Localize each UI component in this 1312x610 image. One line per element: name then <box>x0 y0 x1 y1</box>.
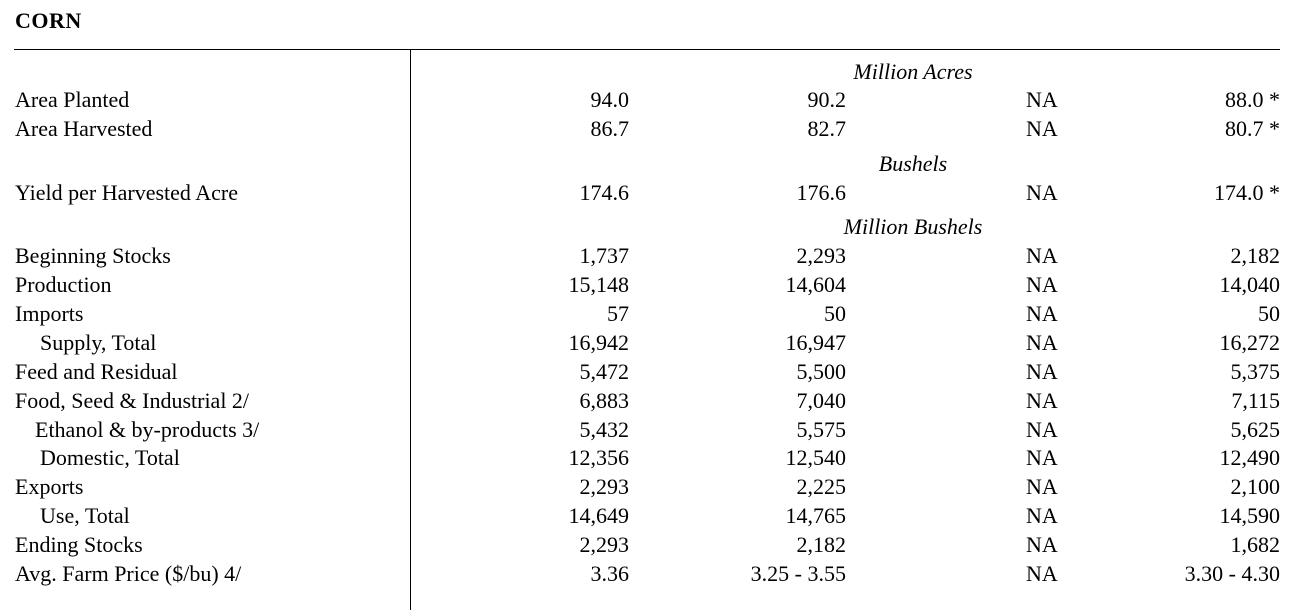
table-row <box>0 114 1312 143</box>
cell-col2: 2,182 <box>796 532 846 557</box>
cell-col3: NA <box>1026 474 1058 499</box>
table-row <box>0 472 1312 501</box>
cell-col1: 94.0 <box>590 87 629 112</box>
unit-label-acres: Million Acres <box>853 59 973 84</box>
cell-col3: NA <box>1026 301 1058 326</box>
cell-col2: 90.2 <box>807 87 846 112</box>
table-title: CORN <box>15 8 82 33</box>
cell-col4: 50 <box>1258 301 1280 326</box>
row-label: Ending Stocks <box>15 532 143 557</box>
row-label: Production <box>15 272 112 297</box>
row-label: Exports <box>15 474 84 499</box>
cell-col1: 57 <box>607 301 629 326</box>
cell-col3: NA <box>1026 272 1058 297</box>
table-row <box>0 357 1312 386</box>
cell-col2: 2,225 <box>796 474 846 499</box>
header-rule <box>14 49 1280 50</box>
table-row <box>0 85 1312 114</box>
cell-col2: 7,040 <box>796 388 846 413</box>
table-row <box>0 559 1312 588</box>
cell-col4: 2,182 <box>1230 243 1280 268</box>
row-label: Imports <box>15 301 84 326</box>
cell-col4: 2,100 <box>1230 474 1280 499</box>
cell-col3: NA <box>1026 503 1058 528</box>
cell-col1: 174.6 <box>579 180 629 205</box>
cell-col3: NA <box>1026 180 1058 205</box>
cell-col1: 2,293 <box>579 474 629 499</box>
row-label: Food, Seed & Industrial 2/ <box>15 388 250 413</box>
cell-col3: NA <box>1026 359 1058 384</box>
row-label: Ethanol & by-products 3/ <box>35 417 260 442</box>
cell-col4: 5,375 <box>1230 359 1280 384</box>
cell-col3: NA <box>1026 330 1058 355</box>
table-row <box>0 501 1312 530</box>
row-label: Use, Total <box>40 503 130 528</box>
cell-col2: 16,947 <box>785 330 846 355</box>
cell-col4: 3.30 - 4.30 <box>1184 561 1280 586</box>
row-label: Yield per Harvested Acre <box>15 180 238 205</box>
table-row <box>0 443 1312 472</box>
cell-col1: 2,293 <box>579 532 629 557</box>
table-row <box>0 386 1312 415</box>
cell-col3: NA <box>1026 116 1058 141</box>
cell-col1: 6,883 <box>579 388 629 413</box>
cell-col4: 5,625 <box>1230 417 1280 442</box>
cell-col2: 50 <box>824 301 846 326</box>
unit-label-bushels: Bushels <box>878 151 948 176</box>
cell-col2: 14,604 <box>785 272 846 297</box>
table-row <box>0 270 1312 299</box>
cell-col4: 7,115 <box>1231 388 1280 413</box>
cell-col3: NA <box>1026 388 1058 413</box>
table-row <box>0 241 1312 270</box>
cell-col4: 174.0 * <box>1214 180 1280 205</box>
cell-col1: 5,472 <box>579 359 629 384</box>
cell-col1: 1,737 <box>579 243 629 268</box>
row-label: Domestic, Total <box>40 445 180 470</box>
table-row <box>0 299 1312 328</box>
cell-col2: 176.6 <box>796 180 846 205</box>
cell-col1: 15,148 <box>568 272 629 297</box>
table-row <box>0 415 1312 444</box>
cell-col1: 14,649 <box>568 503 629 528</box>
cell-col1: 12,356 <box>568 445 629 470</box>
unit-label-million-bushels: Million Bushels <box>843 214 983 239</box>
cell-col3: NA <box>1026 561 1058 586</box>
cell-col4: 1,682 <box>1230 532 1280 557</box>
cell-col4: 16,272 <box>1219 330 1280 355</box>
cell-col2: 2,293 <box>796 243 846 268</box>
cell-col4: 12,490 <box>1219 445 1280 470</box>
cell-col4: 14,040 <box>1219 272 1280 297</box>
cell-col2: 12,540 <box>785 445 846 470</box>
cell-col1: 86.7 <box>590 116 629 141</box>
cell-col1: 16,942 <box>568 330 629 355</box>
row-label: Beginning Stocks <box>15 243 171 268</box>
row-label: Area Planted <box>15 87 130 112</box>
cell-col2: 5,575 <box>796 417 846 442</box>
cell-col3: NA <box>1026 417 1058 442</box>
cell-col1: 3.36 <box>590 561 629 586</box>
cell-col2: 3.25 - 3.55 <box>750 561 846 586</box>
cell-col2: 82.7 <box>807 116 846 141</box>
cell-col3: NA <box>1026 243 1058 268</box>
cell-col4: 80.7 * <box>1225 116 1280 141</box>
cell-col4: 14,590 <box>1219 503 1280 528</box>
cell-col2: 5,500 <box>796 359 846 384</box>
row-label: Area Harvested <box>15 116 153 141</box>
cell-col3: NA <box>1026 445 1058 470</box>
cell-col1: 5,432 <box>579 417 629 442</box>
cell-col4: 88.0 * <box>1225 87 1280 112</box>
table-row <box>0 530 1312 559</box>
row-label: Feed and Residual <box>15 359 178 384</box>
row-label: Supply, Total <box>40 330 157 355</box>
cell-col2: 14,765 <box>785 503 846 528</box>
table-row <box>0 328 1312 357</box>
cell-col3: NA <box>1026 532 1058 557</box>
table-row <box>0 178 1312 207</box>
cell-col3: NA <box>1026 87 1058 112</box>
row-label: Avg. Farm Price ($/bu) 4/ <box>15 561 242 586</box>
